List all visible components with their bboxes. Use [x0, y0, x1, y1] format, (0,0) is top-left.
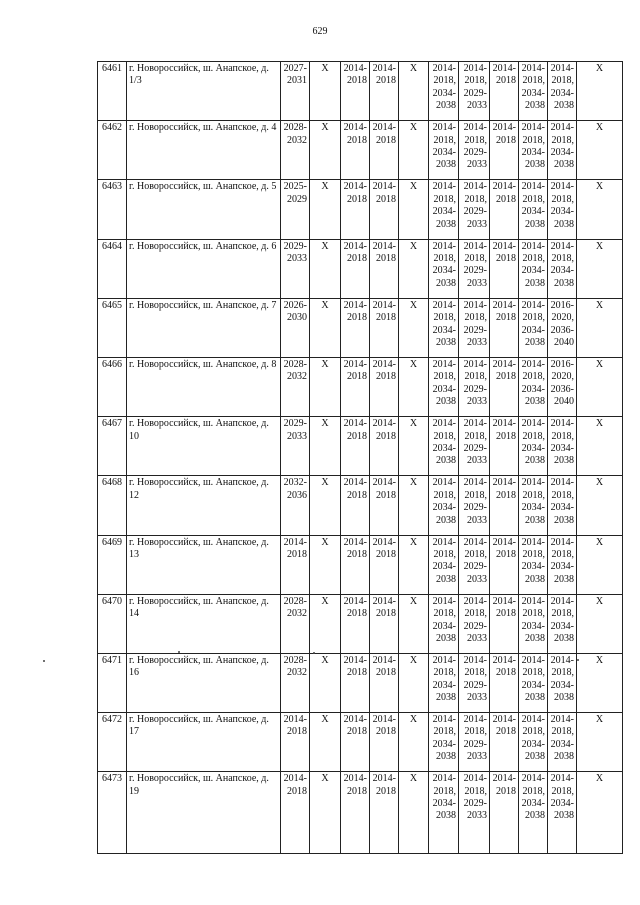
period-cell: 2028-2032 [281, 357, 310, 416]
x-mark-cell: X [577, 239, 623, 298]
period-cell: 2014-2018, 2034-2038 [548, 594, 577, 653]
period-cell: 2014-2018 [370, 62, 399, 121]
period-cell: 2029-2033 [281, 239, 310, 298]
period-cell: 2014-2018 [341, 239, 370, 298]
x-mark-cell: X [399, 239, 429, 298]
period-cell: 2014-2018 [370, 417, 399, 476]
period-cell: 2014-2018 [341, 121, 370, 180]
period-cell: 2014-2018, 2029-2033 [459, 417, 490, 476]
period-cell: 2014-2018 [370, 121, 399, 180]
address-cell: г. Новороссийск, ш. Анапское, д. 13 [127, 535, 281, 594]
period-cell: 2014-2018 [370, 772, 399, 854]
table-row [98, 653, 623, 712]
row-number-cell: 6463 [98, 180, 127, 239]
period-cell: 2014-2018 [490, 594, 519, 653]
x-mark-cell: X [577, 121, 623, 180]
table-row [98, 180, 623, 239]
row-number-cell: 6471 [98, 653, 127, 712]
period-cell: 2014-2018 [281, 713, 310, 772]
table-row [98, 772, 623, 854]
x-mark-cell: X [399, 121, 429, 180]
period-cell: 2032-2036 [281, 476, 310, 535]
period-cell: 2014-2018, 2034-2038 [519, 476, 548, 535]
period-cell: 2014-2018 [490, 180, 519, 239]
period-cell: 2014-2018 [370, 535, 399, 594]
period-cell: 2014-2018, 2029-2033 [459, 121, 490, 180]
period-cell: 2014-2018, 2034-2038 [429, 357, 459, 416]
period-cell: 2029-2033 [281, 417, 310, 476]
row-number-cell: 6468 [98, 476, 127, 535]
x-mark-cell: X [310, 417, 341, 476]
period-cell: 2014-2018 [490, 62, 519, 121]
period-cell: 2014-2018, 2034-2038 [548, 772, 577, 854]
period-cell: 2014-2018, 2034-2038 [429, 121, 459, 180]
x-mark-cell: X [310, 594, 341, 653]
period-cell: 2025-2029 [281, 180, 310, 239]
row-number-cell: 6470 [98, 594, 127, 653]
buildings-table [97, 61, 623, 854]
x-mark-cell: X [310, 180, 341, 239]
period-cell: 2014-2018, 2034-2038 [548, 239, 577, 298]
address-cell: г. Новороссийск, ш. Анапское, д. 4 [127, 121, 281, 180]
table-row [98, 417, 623, 476]
period-cell: 2014-2018, 2034-2038 [429, 594, 459, 653]
period-cell: 2014-2018, 2034-2038 [519, 298, 548, 357]
period-cell: 2014-2018, 2029-2033 [459, 713, 490, 772]
address-cell: г. Новороссийск, ш. Анапское, д. 12 [127, 476, 281, 535]
row-number-cell: 6472 [98, 713, 127, 772]
period-cell: 2014-2018, 2029-2033 [459, 476, 490, 535]
period-cell: 2014-2018, 2034-2038 [548, 180, 577, 239]
period-cell: 2014-2018 [341, 357, 370, 416]
x-mark-cell: X [310, 121, 341, 180]
period-cell: 2028-2032 [281, 594, 310, 653]
row-number-cell: 6462 [98, 121, 127, 180]
period-cell: 2014-2018, 2034-2038 [429, 772, 459, 854]
period-cell: 2014-2018 [490, 476, 519, 535]
scan-speck [43, 660, 45, 662]
period-cell: 2026-2030 [281, 298, 310, 357]
address-cell: г. Новороссийск, ш. Анапское, д. 5 [127, 180, 281, 239]
period-cell: 2014-2018, 2034-2038 [519, 239, 548, 298]
period-cell: 2014-2018 [281, 772, 310, 854]
x-mark-cell: X [577, 653, 623, 712]
table-row [98, 713, 623, 772]
period-cell: 2014-2018 [490, 121, 519, 180]
table-row [98, 357, 623, 416]
address-cell: г. Новороссийск, ш. Анапское, д. 7 [127, 298, 281, 357]
x-mark-cell: X [399, 62, 429, 121]
period-cell: 2014-2018 [370, 594, 399, 653]
x-mark-cell: X [577, 594, 623, 653]
table-row [98, 121, 623, 180]
x-mark-cell: X [310, 476, 341, 535]
period-cell: 2014-2018 [370, 239, 399, 298]
period-cell: 2014-2018, 2034-2038 [429, 239, 459, 298]
period-cell: 2014-2018 [370, 180, 399, 239]
period-cell: 2014-2018, 2034-2038 [519, 535, 548, 594]
period-cell: 2014-2018, 2034-2038 [548, 653, 577, 712]
period-cell: 2014-2018, 2029-2033 [459, 298, 490, 357]
period-cell: 2014-2018, 2034-2038 [429, 713, 459, 772]
table-row [98, 62, 623, 121]
period-cell: 2014-2018 [341, 713, 370, 772]
x-mark-cell: X [577, 298, 623, 357]
x-mark-cell: X [577, 476, 623, 535]
x-mark-cell: X [310, 653, 341, 712]
period-cell: 2014-2018, 2034-2038 [519, 772, 548, 854]
period-cell: 2028-2032 [281, 653, 310, 712]
x-mark-cell: X [577, 417, 623, 476]
period-cell: 2014-2018 [370, 357, 399, 416]
period-cell: 2014-2018, 2034-2038 [519, 180, 548, 239]
period-cell: 2014-2018, 2034-2038 [548, 62, 577, 121]
period-cell: 2014-2018, 2029-2033 [459, 180, 490, 239]
x-mark-cell: X [577, 713, 623, 772]
row-number-cell: 6465 [98, 298, 127, 357]
period-cell: 2014-2018 [490, 298, 519, 357]
period-cell: 2014-2018, 2034-2038 [548, 476, 577, 535]
period-cell: 2014-2018 [341, 298, 370, 357]
x-mark-cell: X [310, 357, 341, 416]
period-cell: 2014-2018 [341, 180, 370, 239]
x-mark-cell: X [399, 180, 429, 239]
x-mark-cell: X [577, 357, 623, 416]
period-cell: 2014-2018 [490, 653, 519, 712]
x-mark-cell: X [399, 476, 429, 535]
x-mark-cell: X [310, 713, 341, 772]
x-mark-cell: X [399, 772, 429, 854]
period-cell: 2016-2020, 2036-2040 [548, 298, 577, 357]
period-cell: 2014-2018 [490, 417, 519, 476]
table-row [98, 594, 623, 653]
period-cell: 2014-2018, 2029-2033 [459, 772, 490, 854]
x-mark-cell: X [577, 62, 623, 121]
period-cell: 2014-2018, 2034-2038 [429, 298, 459, 357]
x-mark-cell: X [310, 772, 341, 854]
period-cell: 2014-2018, 2034-2038 [548, 535, 577, 594]
period-cell: 2014-2018, 2034-2038 [429, 476, 459, 535]
table-row [98, 298, 623, 357]
period-cell: 2014-2018, 2034-2038 [519, 121, 548, 180]
row-number-cell: 6461 [98, 62, 127, 121]
x-mark-cell: X [577, 180, 623, 239]
period-cell: 2014-2018, 2034-2038 [429, 62, 459, 121]
period-cell: 2014-2018, 2034-2038 [519, 357, 548, 416]
period-cell: 2014-2018 [370, 298, 399, 357]
period-cell: 2014-2018 [490, 772, 519, 854]
address-cell: г. Новороссийск, ш. Анапское, д. 1/3 [127, 62, 281, 121]
period-cell: 2014-2018, 2029-2033 [459, 535, 490, 594]
period-cell: 2014-2018 [341, 535, 370, 594]
period-cell: 2014-2018 [341, 772, 370, 854]
period-cell: 2014-2018 [490, 357, 519, 416]
period-cell: 2014-2018, 2034-2038 [429, 180, 459, 239]
x-mark-cell: X [310, 535, 341, 594]
x-mark-cell: X [310, 62, 341, 121]
period-cell: 2028-2032 [281, 121, 310, 180]
period-cell: 2014-2018 [341, 594, 370, 653]
period-cell: 2014-2018, 2029-2033 [459, 239, 490, 298]
period-cell: 2014-2018, 2029-2033 [459, 357, 490, 416]
period-cell: 2014-2018, 2034-2038 [519, 417, 548, 476]
table-row [98, 476, 623, 535]
x-mark-cell: X [399, 713, 429, 772]
period-cell: 2016-2020, 2036-2040 [548, 357, 577, 416]
scan-speck [313, 652, 315, 654]
period-cell: 2014-2018, 2034-2038 [548, 121, 577, 180]
x-mark-cell: X [577, 535, 623, 594]
row-number-cell: 6469 [98, 535, 127, 594]
period-cell: 2014-2018, 2029-2033 [459, 594, 490, 653]
row-number-cell: 6466 [98, 357, 127, 416]
x-mark-cell: X [310, 298, 341, 357]
address-cell: г. Новороссийск, ш. Анапское, д. 19 [127, 772, 281, 854]
page-number: 629 [312, 26, 328, 37]
period-cell: 2014-2018 [370, 653, 399, 712]
period-cell: 2027-2031 [281, 62, 310, 121]
period-cell: 2014-2018 [341, 417, 370, 476]
period-cell: 2014-2018 [490, 535, 519, 594]
period-cell: 2014-2018, 2034-2038 [429, 535, 459, 594]
period-cell: 2014-2018 [341, 653, 370, 712]
x-mark-cell: X [399, 594, 429, 653]
address-cell: г. Новороссийск, ш. Анапское, д. 10 [127, 417, 281, 476]
x-mark-cell: X [399, 357, 429, 416]
table-body [98, 62, 623, 854]
address-cell: г. Новороссийск, ш. Анапское, д. 8 [127, 357, 281, 416]
period-cell: 2014-2018 [370, 713, 399, 772]
row-number-cell: 6467 [98, 417, 127, 476]
period-cell: 2014-2018, 2029-2033 [459, 62, 490, 121]
x-mark-cell: X [399, 535, 429, 594]
address-cell: г. Новороссийск, ш. Анапское, д. 16 [127, 653, 281, 712]
period-cell: 2014-2018, 2034-2038 [519, 62, 548, 121]
table-row [98, 239, 623, 298]
period-cell: 2014-2018, 2034-2038 [429, 417, 459, 476]
period-cell: 2014-2018, 2034-2038 [548, 713, 577, 772]
address-cell: г. Новороссийск, ш. Анапское, д. 17 [127, 713, 281, 772]
period-cell: 2014-2018, 2034-2038 [548, 417, 577, 476]
period-cell: 2014-2018 [341, 476, 370, 535]
period-cell: 2014-2018, 2034-2038 [519, 653, 548, 712]
period-cell: 2014-2018, 2034-2038 [429, 653, 459, 712]
x-mark-cell: X [310, 239, 341, 298]
address-cell: г. Новороссийск, ш. Анапское, д. 6 [127, 239, 281, 298]
x-mark-cell: X [399, 298, 429, 357]
period-cell: 2014-2018 [490, 713, 519, 772]
x-mark-cell: X [399, 417, 429, 476]
address-cell: г. Новороссийск, ш. Анапское, д. 14 [127, 594, 281, 653]
row-number-cell: 6464 [98, 239, 127, 298]
period-cell: 2014-2018 [370, 476, 399, 535]
x-mark-cell: X [577, 772, 623, 854]
period-cell: 2014-2018 [490, 239, 519, 298]
period-cell: 2014-2018 [341, 62, 370, 121]
scan-speck [577, 659, 579, 661]
period-cell: 2014-2018 [281, 535, 310, 594]
row-number-cell: 6473 [98, 772, 127, 854]
scan-speck [178, 651, 180, 653]
period-cell: 2014-2018, 2034-2038 [519, 594, 548, 653]
table-row [98, 535, 623, 594]
period-cell: 2014-2018, 2029-2033 [459, 653, 490, 712]
x-mark-cell: X [399, 653, 429, 712]
period-cell: 2014-2018, 2034-2038 [519, 713, 548, 772]
